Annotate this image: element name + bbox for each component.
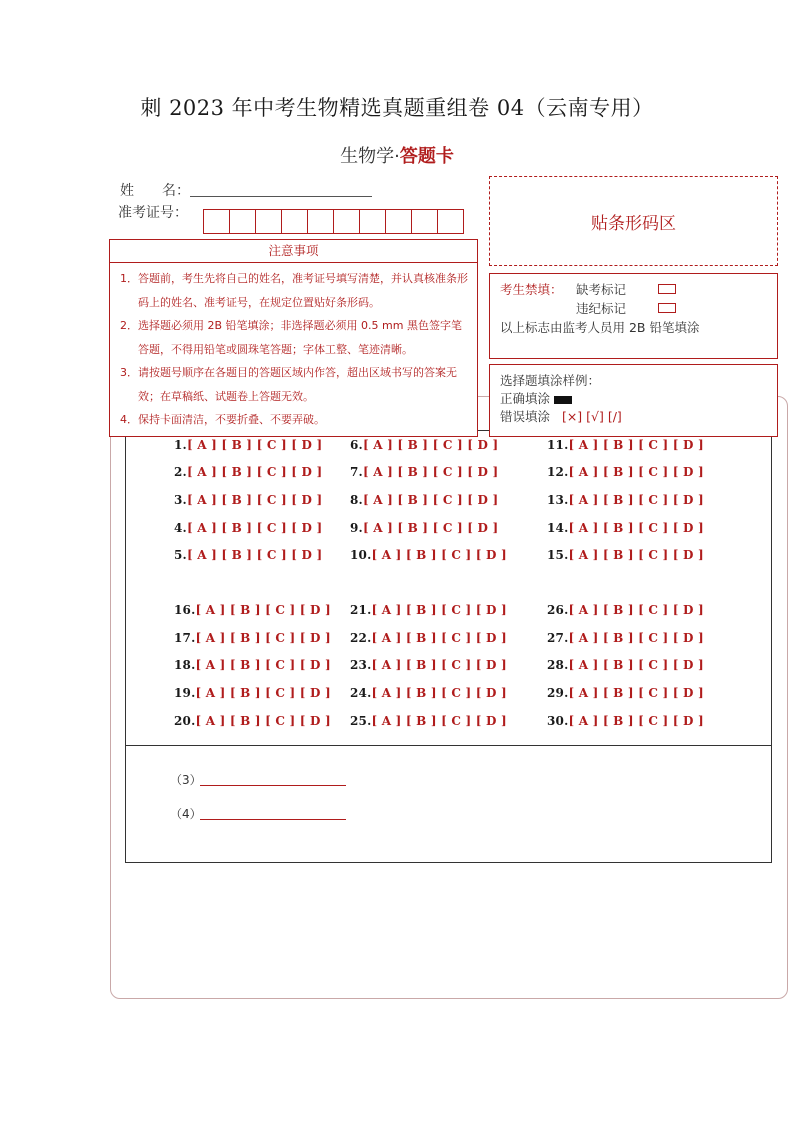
question-options[interactable]: [ A ] [ B ] [ C ] [ D ] — [186, 521, 323, 535]
question-number: 28. — [547, 658, 569, 672]
question-number: 8. — [350, 493, 363, 507]
id-digit-box[interactable] — [229, 209, 256, 234]
question-options[interactable]: [ A ] [ B ] [ C ] [ D ] — [195, 631, 331, 645]
question-row[interactable] — [350, 686, 507, 700]
fill-question-number: （3） — [170, 773, 202, 787]
question-number: 23. — [350, 658, 372, 672]
question-row[interactable] — [174, 438, 322, 452]
question-options[interactable]: [ A ] [ B ] [ C ] [ D ] — [371, 603, 507, 617]
question-number: 3. — [174, 493, 187, 507]
correct-fill-sample — [554, 396, 572, 404]
question-row[interactable] — [547, 714, 704, 728]
question-number: 11. — [547, 438, 569, 452]
question-number: 6. — [350, 438, 363, 452]
question-row[interactable] — [350, 493, 498, 507]
wrong-fill-samples: [×] [√] [/] — [561, 409, 622, 424]
question-number: 16. — [174, 603, 196, 617]
page-subtitle — [0, 142, 794, 168]
wrong-fill-label: 错误填涂 — [500, 409, 551, 424]
question-options[interactable]: [ A ] [ B ] [ C ] [ D ] — [568, 658, 704, 672]
answer-line[interactable] — [200, 819, 346, 820]
question-row[interactable] — [350, 521, 498, 535]
question-options[interactable]: [ A ] [ B ] [ C ] [ D ] — [568, 603, 704, 617]
violation-mark-label: 违纪标记 — [576, 301, 627, 316]
answer-line[interactable] — [200, 785, 346, 786]
question-options[interactable]: [ A ] [ B ] [ C ] [ D ] — [568, 714, 704, 728]
question-number: 22. — [350, 631, 372, 645]
fill-section — [125, 745, 772, 863]
id-digit-box[interactable] — [437, 209, 464, 234]
question-options[interactable]: [ A ] [ B ] [ C ] [ D ] — [186, 438, 323, 452]
question-number: 10. — [350, 548, 372, 562]
question-number: 19. — [174, 686, 196, 700]
id-digit-box[interactable] — [333, 209, 360, 234]
question-options[interactable]: [ A ] [ B ] [ C ] [ D ] — [568, 465, 704, 479]
question-number: 24. — [350, 686, 372, 700]
question-options[interactable]: [ A ] [ B ] [ C ] [ D ] — [362, 465, 499, 479]
question-number: 2. — [174, 465, 187, 479]
name-field[interactable] — [190, 196, 372, 197]
notice-heading: 注意事项 — [110, 240, 477, 263]
question-number: 5. — [174, 548, 187, 562]
question-row[interactable] — [174, 631, 331, 645]
question-row[interactable] — [350, 465, 498, 479]
question-number: 9. — [350, 521, 363, 535]
question-options[interactable]: [ A ] [ B ] [ C ] [ D ] — [195, 603, 331, 617]
question-row[interactable] — [350, 714, 507, 728]
question-row[interactable] — [174, 465, 322, 479]
question-number: 1. — [174, 438, 187, 452]
id-digit-box[interactable] — [255, 209, 282, 234]
question-row[interactable] — [547, 603, 704, 617]
question-row[interactable] — [547, 548, 704, 562]
question-options[interactable]: [ A ] [ B ] [ C ] [ D ] — [186, 465, 323, 479]
id-digit-box[interactable] — [281, 209, 308, 234]
question-row[interactable] — [350, 438, 498, 452]
name-label: 姓 名： — [120, 183, 190, 199]
id-digit-box[interactable] — [411, 209, 438, 234]
question-number: 15. — [547, 548, 569, 562]
question-row[interactable] — [174, 548, 322, 562]
question-row[interactable] — [547, 686, 704, 700]
notice-item: 1．答题前，考生先将自己的姓名，准考证号填写清楚，并认真核准条形码上的姓名、准考证号，在规定位置贴好条形码。 — [120, 272, 468, 309]
question-number: 4. — [174, 521, 187, 535]
question-options[interactable]: [ A ] [ B ] [ C ] [ D ] — [186, 548, 323, 562]
question-number: 26. — [547, 603, 569, 617]
notice-item: 4．保持卡面清洁，不要折叠、不要弄破。 — [120, 413, 325, 426]
question-number: 29. — [547, 686, 569, 700]
question-options[interactable]: [ A ] [ B ] [ C ] [ D ] — [362, 438, 499, 452]
question-number: 17. — [174, 631, 196, 645]
question-row[interactable] — [174, 714, 331, 728]
notice-item: 2．选择题必须用 2B 铅笔填涂；非选择题必须用 0.5 mm 黑色签字笔答题，不得用铅笔或圆珠笔答题；字体工整、笔迹清晰。 — [120, 319, 462, 356]
question-options[interactable]: [ A ] [ B ] [ C ] [ D ] — [362, 521, 499, 535]
question-number: 14. — [547, 521, 569, 535]
question-row[interactable] — [174, 686, 331, 700]
question-options[interactable]: [ A ] [ B ] [ C ] [ D ] — [371, 714, 507, 728]
question-row[interactable] — [350, 658, 507, 672]
absent-mark-box[interactable] — [658, 284, 676, 294]
question-number: 27. — [547, 631, 569, 645]
question-row[interactable] — [547, 493, 704, 507]
question-options[interactable]: [ A ] [ B ] [ C ] [ D ] — [568, 686, 704, 700]
question-options[interactable]: [ A ] [ B ] [ C ] [ D ] — [371, 631, 507, 645]
fill-example-title: 选择题填涂样例： — [500, 373, 601, 388]
question-row[interactable] — [350, 631, 507, 645]
question-row[interactable] — [174, 603, 331, 617]
id-digit-box[interactable] — [385, 209, 412, 234]
question-options[interactable]: [ A ] [ B ] [ C ] [ D ] — [568, 521, 704, 535]
question-options[interactable]: [ A ] [ B ] [ C ] [ D ] — [371, 548, 507, 562]
question-options[interactable]: [ A ] [ B ] [ C ] [ D ] — [568, 493, 704, 507]
question-options[interactable]: [ A ] [ B ] [ C ] [ D ] — [195, 686, 331, 700]
question-options[interactable]: [ A ] [ B ] [ C ] [ D ] — [568, 438, 704, 452]
question-row[interactable] — [547, 521, 704, 535]
page-title: 刺 2023 年中考生物精选真题重组卷 04（云南专用） — [140, 96, 654, 120]
question-options[interactable]: [ A ] [ B ] [ C ] [ D ] — [362, 493, 499, 507]
fill-question-number: （4） — [170, 807, 202, 821]
question-row[interactable] — [547, 658, 704, 672]
id-digit-box[interactable] — [203, 209, 230, 234]
question-options[interactable]: [ A ] [ B ] [ C ] [ D ] — [371, 686, 507, 700]
question-options[interactable]: [ A ] [ B ] [ C ] [ D ] — [568, 548, 704, 562]
question-number: 13. — [547, 493, 569, 507]
question-number: 12. — [547, 465, 569, 479]
question-row[interactable] — [350, 548, 507, 562]
exam-marks-box — [489, 273, 778, 359]
question-row[interactable] — [174, 521, 322, 535]
violation-mark-box[interactable] — [658, 303, 676, 313]
question-number: 21. — [350, 603, 372, 617]
question-options[interactable]: [ A ] [ B ] [ C ] [ D ] — [195, 714, 331, 728]
exam-marks-label: 考生禁填： — [500, 282, 563, 297]
notice-box — [109, 239, 478, 437]
correct-fill-label: 正确填涂 — [500, 391, 551, 406]
question-number: 18. — [174, 658, 196, 672]
question-row[interactable] — [350, 603, 507, 617]
notice-item: 3．请按题号顺序在各题目的答题区域内作答，超出区域书写的答案无效；在草稿纸、试题卷上答题无效。 — [120, 366, 457, 403]
exam-marks-note: 以上标志由监考人员用 2B 铅笔填涂 — [500, 320, 700, 335]
fill-example-box — [489, 364, 778, 437]
question-row[interactable] — [547, 631, 704, 645]
subtitle-subject: 生物学· — [340, 146, 400, 167]
subtitle-card: 答题卡 — [399, 146, 454, 167]
exam-id-boxes[interactable] — [204, 209, 464, 234]
question-number: 7. — [350, 465, 363, 479]
question-number: 20. — [174, 714, 196, 728]
absent-mark-label: 缺考标记 — [576, 282, 627, 297]
exam-id-label: 准考证号： — [118, 205, 188, 221]
id-digit-box[interactable] — [307, 209, 334, 234]
question-number: 25. — [350, 714, 372, 728]
question-options[interactable]: [ A ] [ B ] [ C ] [ D ] — [195, 658, 331, 672]
question-row[interactable] — [174, 493, 322, 507]
barcode-label: 贴条形码区 — [591, 213, 676, 234]
question-options[interactable]: [ A ] [ B ] [ C ] [ D ] — [371, 658, 507, 672]
question-row[interactable] — [547, 438, 704, 452]
barcode-area — [489, 176, 778, 266]
id-digit-box[interactable] — [359, 209, 386, 234]
question-row[interactable] — [547, 465, 704, 479]
question-number: 30. — [547, 714, 569, 728]
question-row[interactable] — [174, 658, 331, 672]
question-options[interactable]: [ A ] [ B ] [ C ] [ D ] — [568, 631, 704, 645]
question-options[interactable]: [ A ] [ B ] [ C ] [ D ] — [186, 493, 323, 507]
